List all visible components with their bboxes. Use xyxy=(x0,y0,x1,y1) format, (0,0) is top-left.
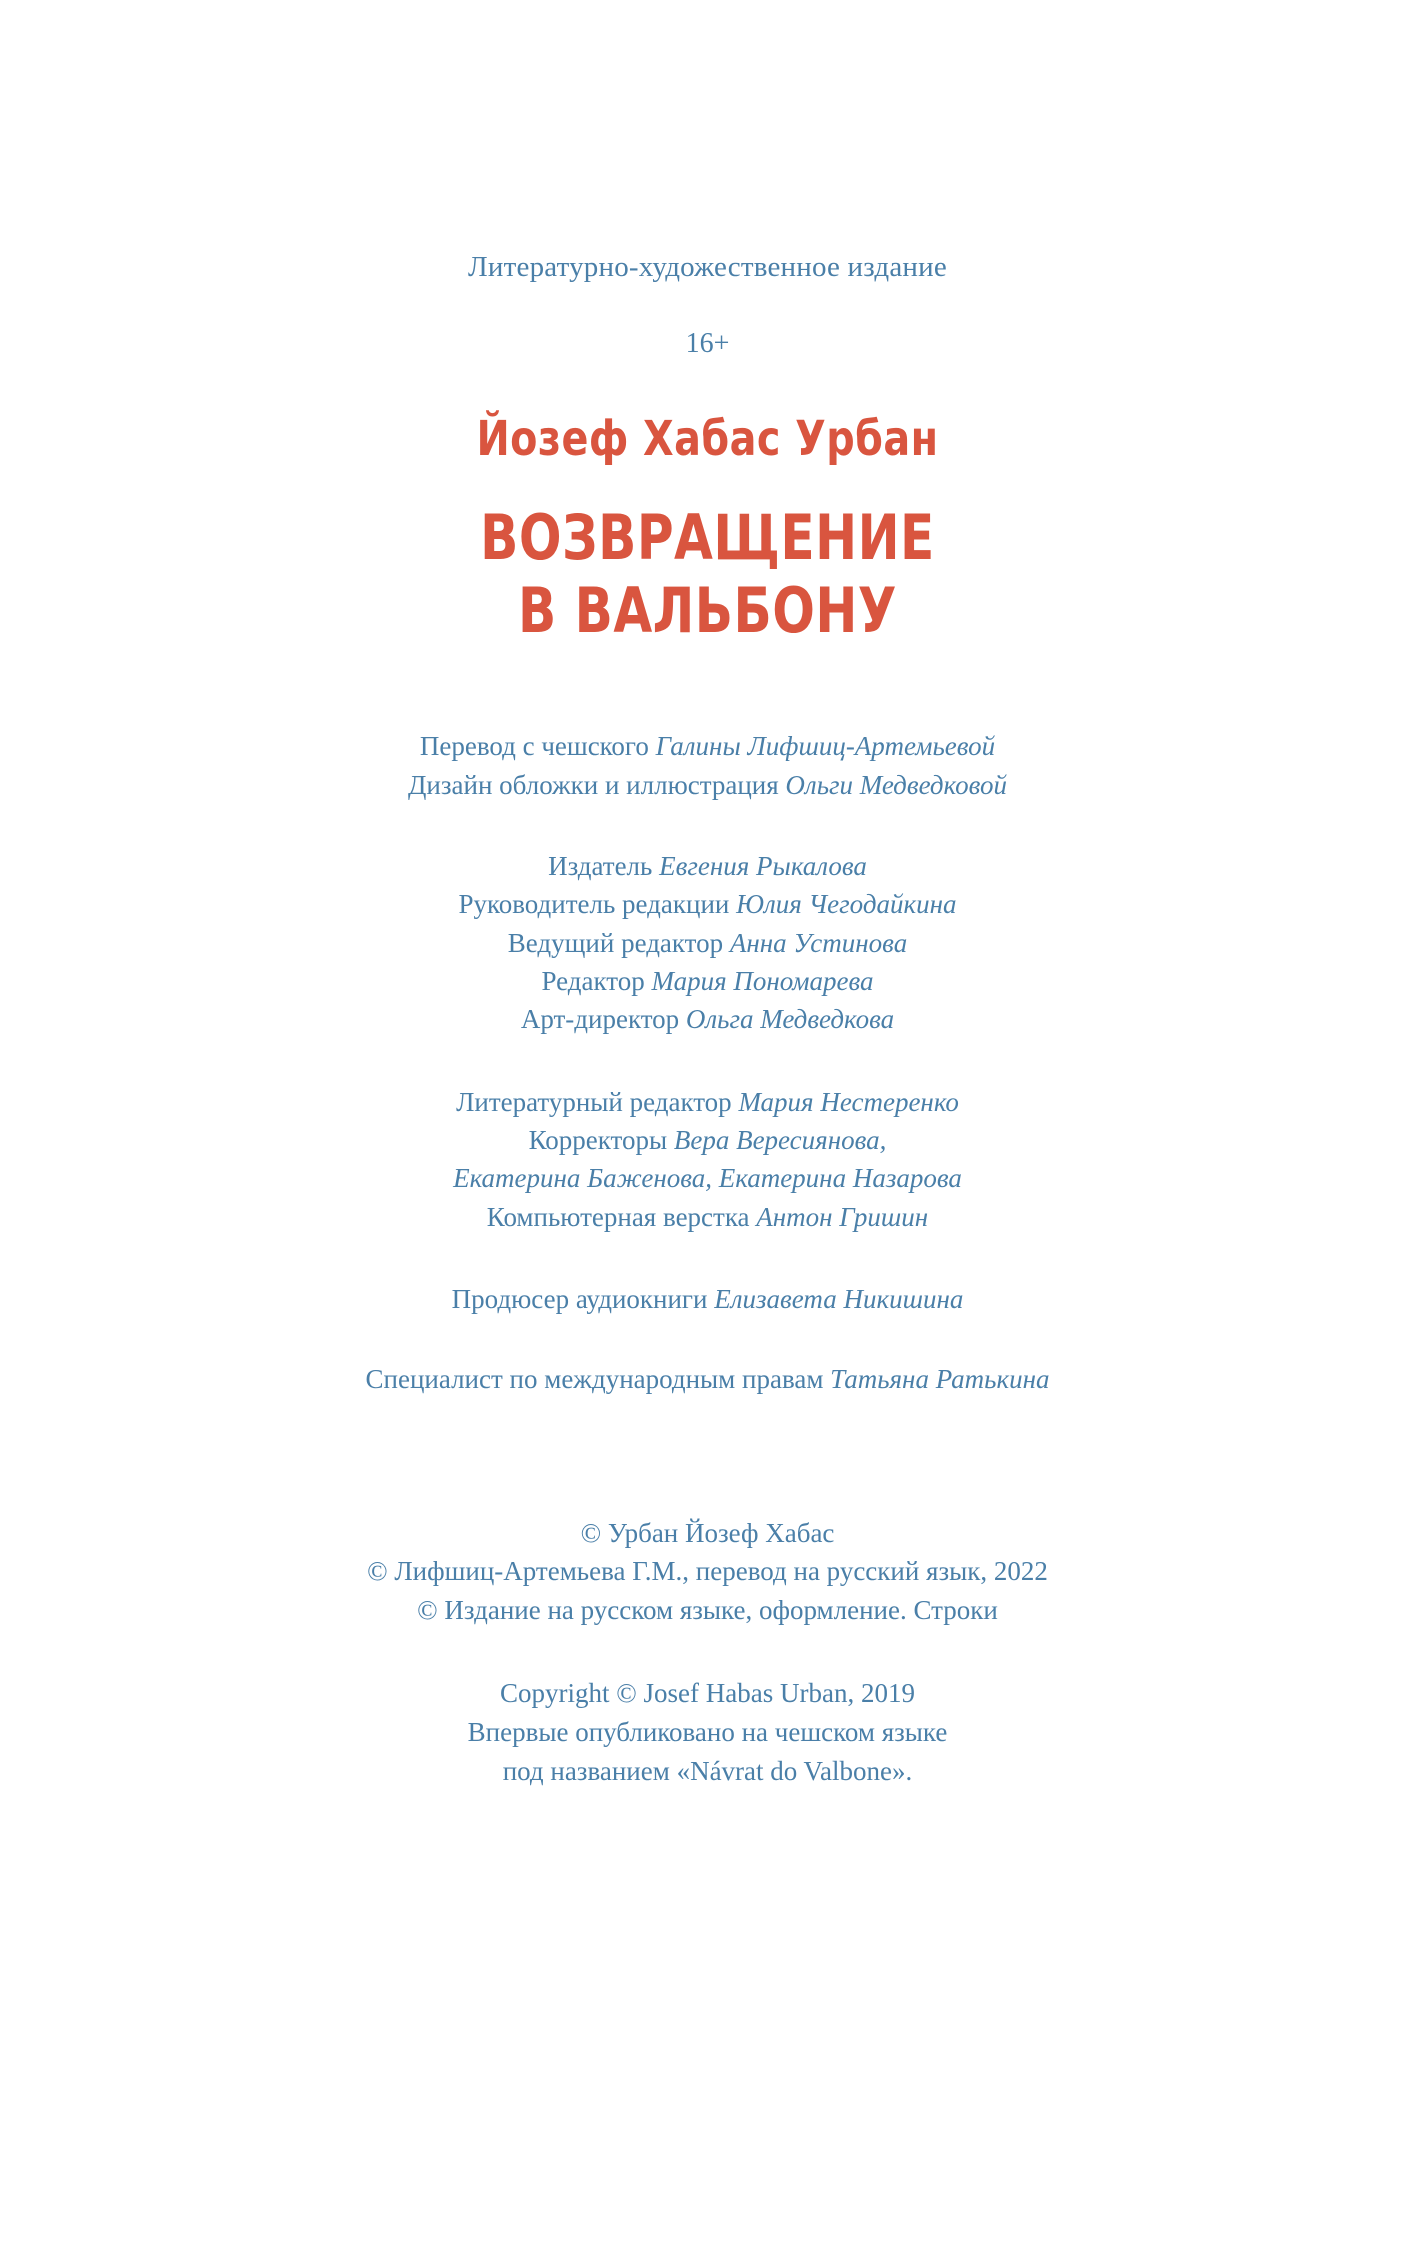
credit-person-name: Мария Нестеренко xyxy=(738,1086,959,1117)
copyright-line: © Урбан Йозеф Хабас xyxy=(580,1517,835,1548)
credit-line xyxy=(0,1198,1415,1236)
credit-role: Дизайн обложки и иллюстрация xyxy=(407,769,786,800)
copyright-line: Впервые опубликовано на чешском языке xyxy=(467,1717,948,1748)
credit-person-name: Юлия Чегодайкина xyxy=(736,889,957,920)
credit-person-name: Антон Гришин xyxy=(756,1201,929,1232)
credit-line xyxy=(0,766,1415,804)
credit-person-name: Вера Вересиянова, xyxy=(673,1124,887,1155)
copyright-line: © Лифшиц-Артемьева Г.М., перевод на русский язык, 2022 xyxy=(367,1556,1048,1587)
copyright-russian-block xyxy=(0,1399,1415,1630)
credit-role: Редактор xyxy=(541,965,652,996)
credit-person-name: Галины Лифшиц-Артемьевой xyxy=(655,731,996,762)
credits-rights-group xyxy=(0,1318,1415,1398)
edition-type-label: Литературно-художественное издание xyxy=(468,251,947,283)
credits-audio-group xyxy=(0,1236,1415,1318)
credit-role: Литературный редактор xyxy=(456,1086,739,1117)
credit-line xyxy=(0,885,1415,923)
credit-person-name: Екатерина Баженова, Екатерина Назарова xyxy=(453,1163,962,1194)
credit-role: Компьютерная верстка xyxy=(486,1201,757,1232)
credit-person-name: Ольги Медведковой xyxy=(785,769,1007,800)
credit-person-name: Ольга Медведкова xyxy=(685,1004,895,1035)
copyright-line: Copyright © Josef Habas Urban, 2019 xyxy=(500,1678,915,1709)
credit-line xyxy=(0,1280,1415,1318)
author-name: Йозеф Хабас Урбан xyxy=(476,411,939,467)
credit-person-name: Мария Пономарева xyxy=(651,965,874,996)
credits-editorial-group xyxy=(0,1039,1415,1236)
credit-person-name: Анна Устинова xyxy=(729,927,908,958)
credit-role: Перевод с чешского xyxy=(419,731,656,762)
credits-publisher-group xyxy=(0,804,1415,1039)
book-title xyxy=(71,463,1345,647)
credit-person-name: Елизавета Никишина xyxy=(714,1283,964,1314)
credit-role: Арт-директор xyxy=(520,1004,686,1035)
credit-line xyxy=(0,962,1415,1000)
credit-role: Продюсер аудиокниги xyxy=(451,1283,715,1314)
credit-person-name: Евгения Рыкалова xyxy=(659,850,867,881)
credit-line xyxy=(0,727,1415,765)
credit-line xyxy=(0,924,1415,962)
credit-line xyxy=(0,1083,1415,1121)
book-title-line-2: В ВАЛЬБОНУ xyxy=(518,574,897,648)
credit-role: Издатель xyxy=(548,850,660,881)
credit-line xyxy=(0,1000,1415,1038)
copyright-original-block xyxy=(0,1629,1415,1790)
credit-line xyxy=(0,847,1415,885)
credit-line xyxy=(0,1360,1415,1398)
credit-person-name: Татьяна Ратькина xyxy=(830,1364,1050,1395)
credit-role: Руководитель редакции xyxy=(458,889,737,920)
copyright-line: © Издание на русском языке, оформление. Строки xyxy=(417,1594,998,1625)
age-rating-label: 16+ xyxy=(685,328,730,359)
credit-role: Специалист по международным правам xyxy=(365,1364,831,1395)
copyright-line: под названием «Návrat do Valbone». xyxy=(502,1755,913,1786)
credit-role: Ведущий редактор xyxy=(507,927,730,958)
credit-line xyxy=(0,1159,1415,1197)
credits-translation-group xyxy=(0,647,1415,804)
book-title-line-1: ВОЗВРАЩЕНИЕ xyxy=(480,501,935,574)
credit-line xyxy=(0,1121,1415,1159)
credit-role: Корректоры xyxy=(528,1124,674,1155)
